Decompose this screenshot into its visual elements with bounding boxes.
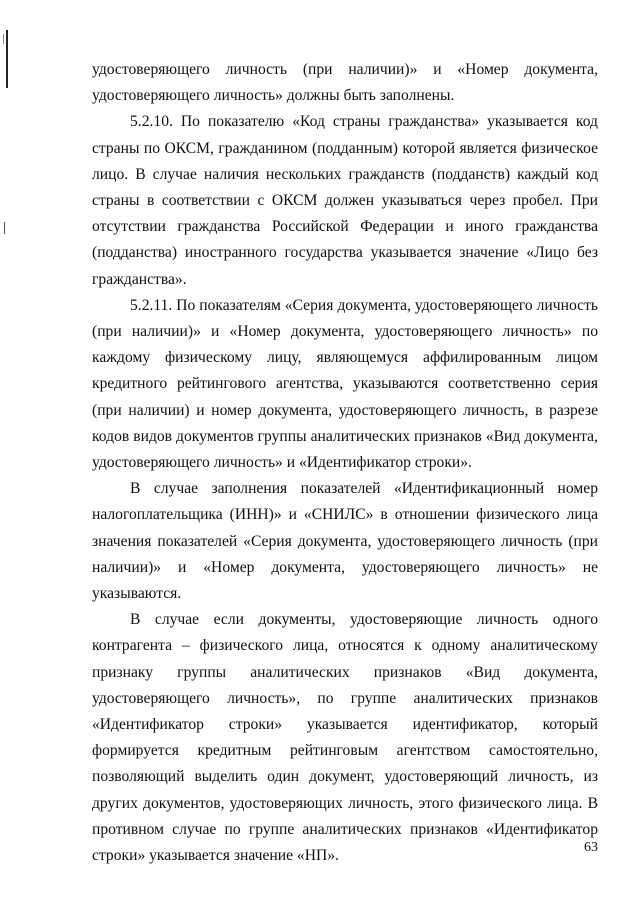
scan-artifact-mark [3,34,4,44]
paragraph-5-2-11: 5.2.11. По показателям «Серия документа, удостоверяющего личность (при наличии)» и «Номер документа, удостоверяющего личность» по каждому физическому лицу, являющемуся аффилированным лицом кредитного рейтингового агентства, указываются соответственно серия (при наличии) и номер документа, удостоверяющего личность, в разрезе кодов видов документов группы аналитических признаков «Вид документа, удостоверяющего личность» и «Идентификатор строки». [92,296,598,472]
paragraph-5-2-10: 5.2.10. По показателю «Код страны гражданства» указывается код страны по ОКСМ, гражданином (подданным) которой является физическое лицо. В случае наличия нескольких гражданств (подданств) каждый код страны в соответствии с ОКСМ должен указываться через пробел. При отсутствии гражданства Российской Федерации и иного гражданства (подданства) иностранного государства указывается значение «Лицо без гражданства». [92,113,598,288]
scan-artifact-line [6,30,8,88]
page-number: 63 [584,840,598,855]
paragraph-row-identifier: В случае если документы, удостоверяющие личность одного контрагента – физического лица, относятся к одному аналитическому признаку группы аналитических признаков «Вид документа, удостоверяющего личность», по группе аналитических признаков «Идентификатор строки» указывается идентификатор, который формируется кредитным рейтинговым агентством самостоятельно, позволяющий выделить один документ, удостоверяющий личность, из других документов, удостоверяющих личность, этого физического лица. В противном случае по группе аналитических признаков «Идентификатор строки» указывается значение «НП». [92,611,598,865]
paragraph-inn-snils: В случае заполнения показателей «Идентификационный номер налогоплательщика (ИНН)» и «СНИЛС» в отношении физического лица значения показателей «Серия документа, удостоверяющего личность (при наличии)» и «Номер документа, удостоверяющего личность» не указываются. [92,480,598,603]
paragraph-continuation: удостоверяющего личность (при наличии)» и «Номер документа, удостоверяющего личность» должны быть заполнены. [92,61,598,105]
scan-artifact-mark [4,222,5,234]
document-body [92,57,598,869]
